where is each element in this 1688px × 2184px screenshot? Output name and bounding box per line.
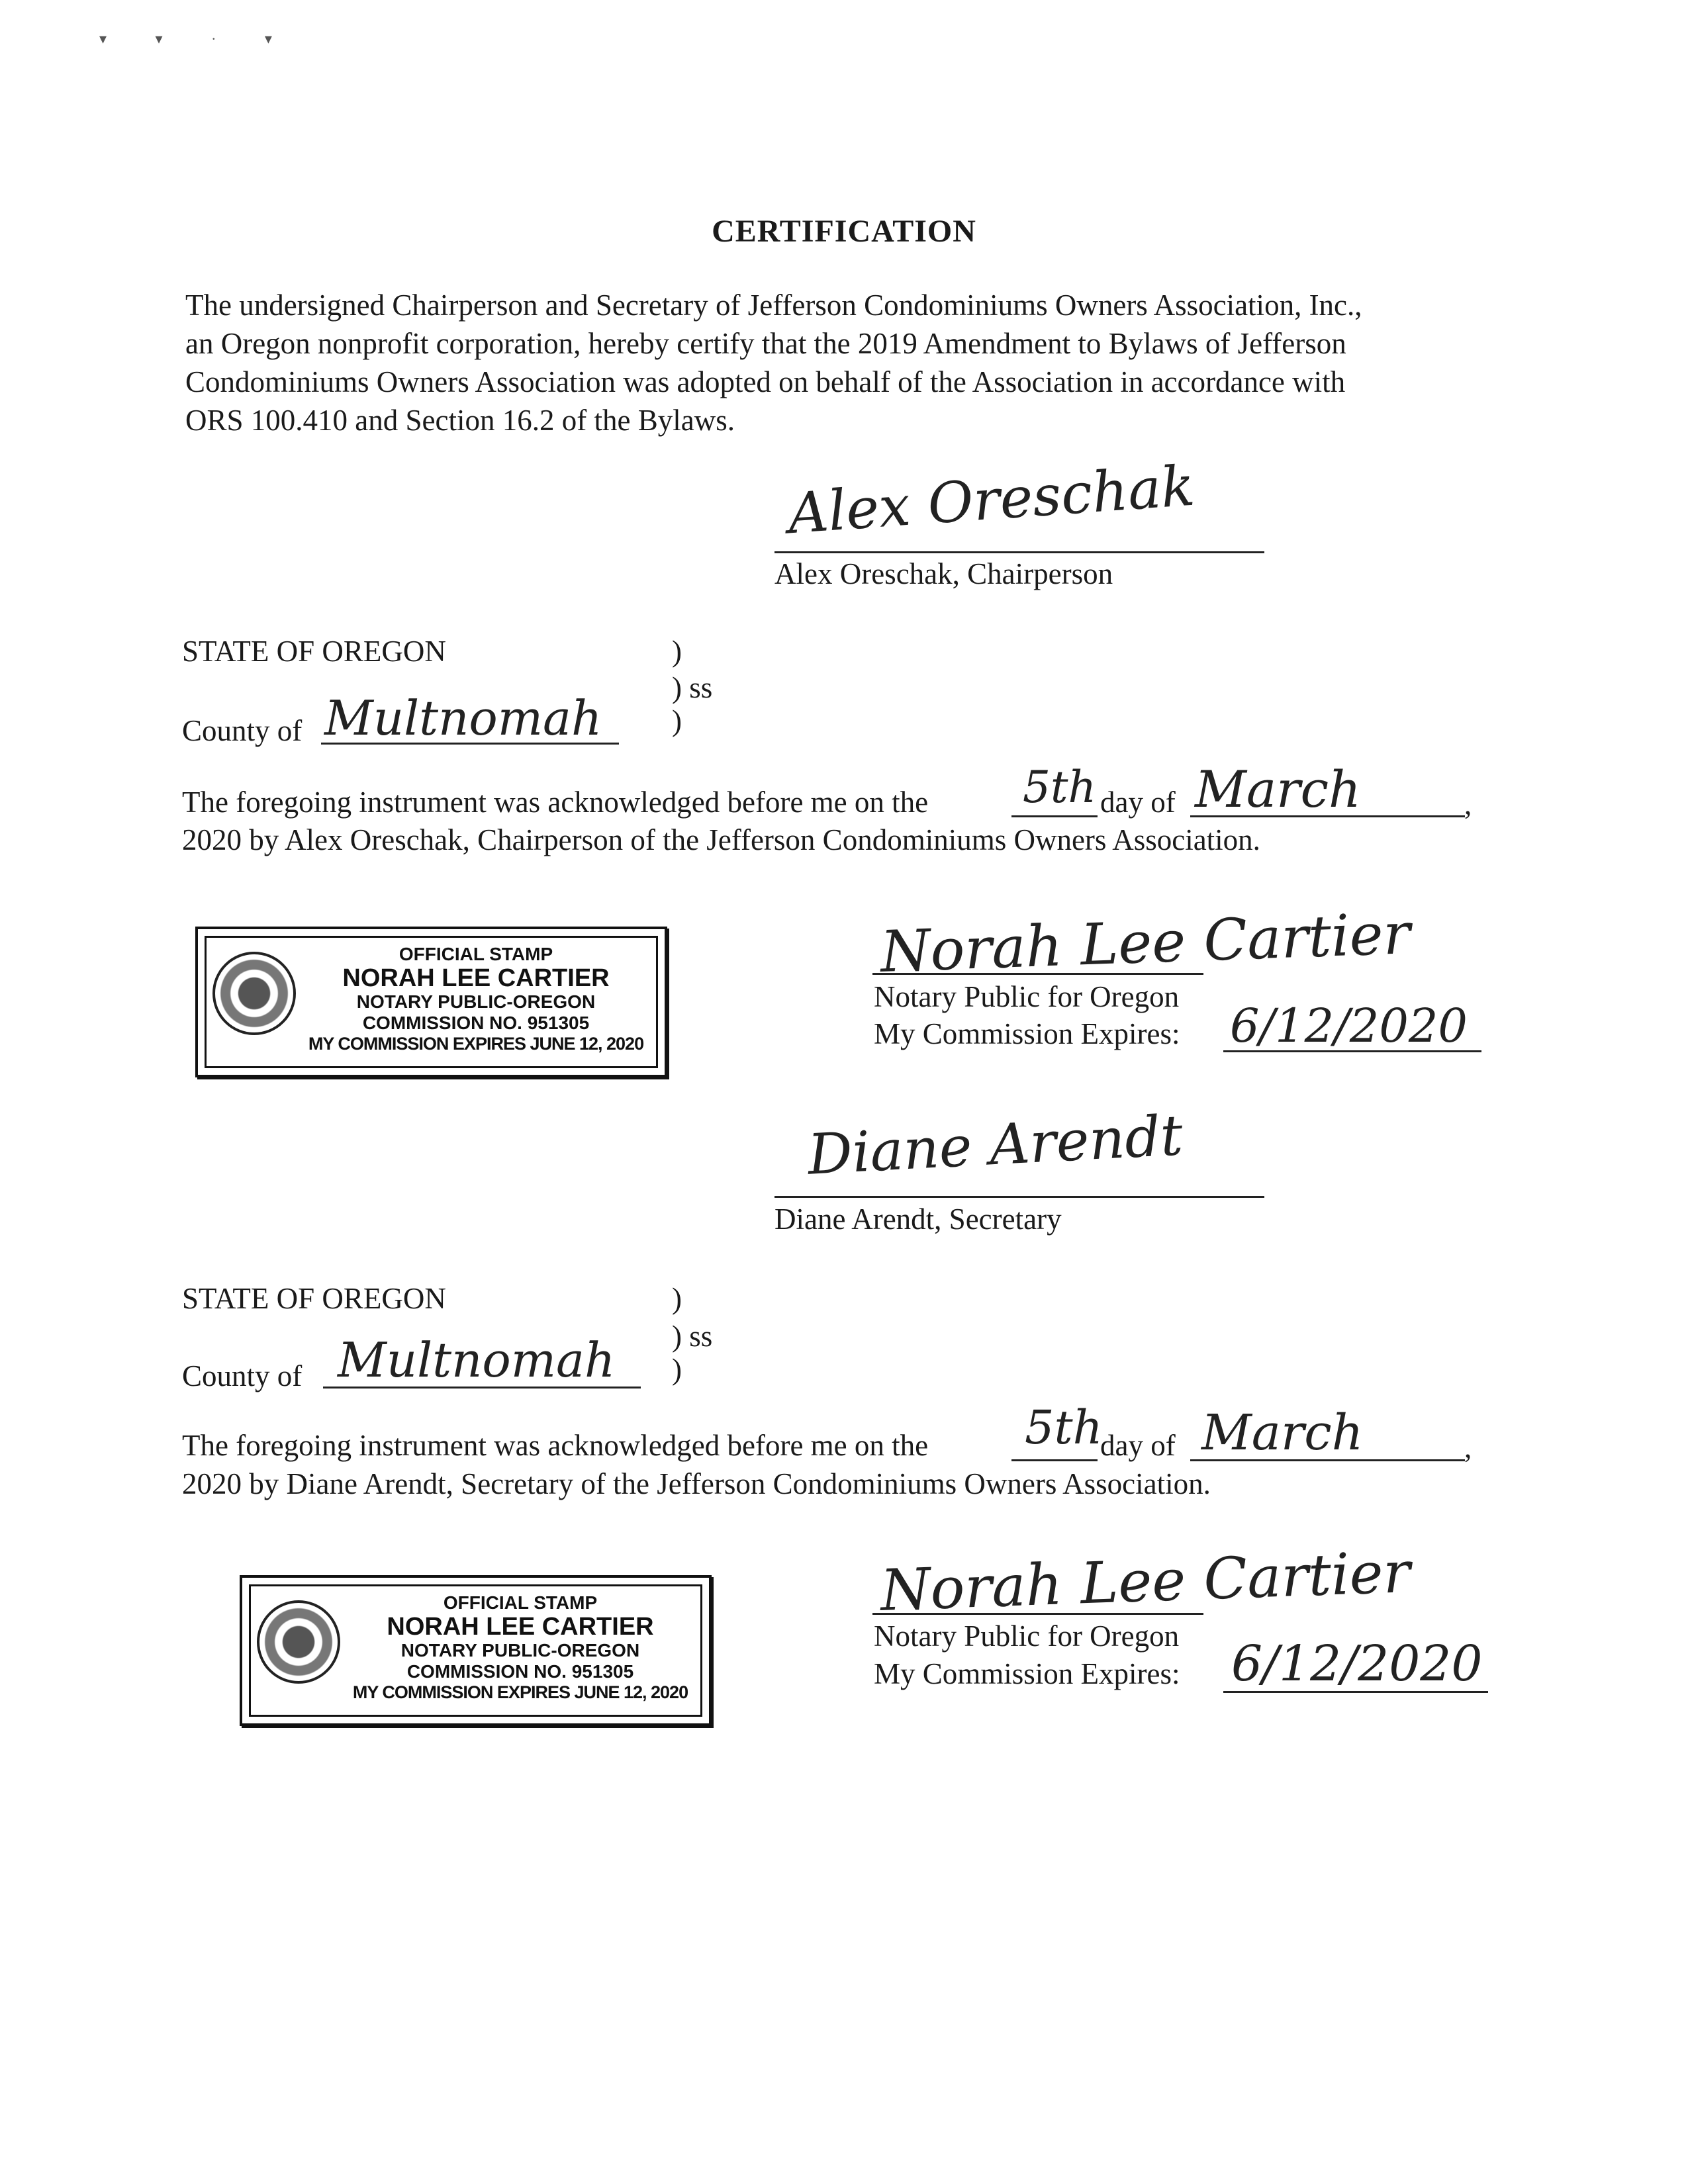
- state-of-oregon-2: STATE OF OREGON: [182, 1282, 446, 1315]
- stamp-line: NORAH LEE CARTIER: [387, 1613, 654, 1641]
- chairperson-signature-line: [774, 551, 1264, 553]
- acknowledgment-line-2a: The foregoing instrument was acknowledged before me on the: [182, 1429, 929, 1462]
- scan-artifact-marks: ▾ ▾ · ▾: [99, 30, 295, 47]
- state-of-oregon-1: STATE OF OREGON: [182, 635, 446, 668]
- county-value-1: Multnomah: [324, 690, 602, 746]
- county-label-1: County of: [182, 714, 303, 747]
- paragraph-line: an Oregon nonprofit corporation, hereby certify that the 2019 Amendment to Bylaws of Jefferson: [185, 327, 1346, 360]
- stamp-line: NOTARY PUBLIC-OREGON: [356, 991, 596, 1012]
- stamp-line: COMMISSION NO. 951305: [362, 1013, 590, 1033]
- comma-1: ,: [1464, 788, 1472, 821]
- month-value-1: March: [1195, 760, 1361, 819]
- commission-expires-label-1: My Commission Expires:: [874, 1017, 1180, 1050]
- county-label-2: County of: [182, 1359, 303, 1392]
- stamp-text-block: [291, 944, 661, 1054]
- chairperson-signature: Alex Oreschak: [786, 453, 1197, 547]
- commission-expires-value-2: 6/12/2020: [1231, 1635, 1483, 1692]
- secretary-signature-line: [774, 1196, 1264, 1198]
- acknowledgment-line-1a: The foregoing instrument was acknowledged before me on the: [182, 786, 929, 819]
- secretary-name-title: Diane Arendt, Secretary: [774, 1203, 1062, 1236]
- day-of-label-1: day of: [1100, 786, 1176, 819]
- ss-label-1: ) ss: [672, 671, 713, 704]
- bracket-top-2: ): [672, 1282, 682, 1315]
- oregon-state-seal-icon: [212, 952, 296, 1035]
- day-of-label-2: day of: [1100, 1429, 1176, 1462]
- document-title: CERTIFICATION: [712, 214, 976, 249]
- notary-stamp-2: [240, 1575, 712, 1726]
- day-value-1: 5th: [1023, 762, 1097, 813]
- notary-signature-2: Norah Lee Cartier: [879, 1539, 1412, 1624]
- county-underline-1: [321, 743, 619, 745]
- stamp-line: COMMISSION NO. 951305: [406, 1661, 634, 1682]
- month-value-2: March: [1201, 1404, 1364, 1461]
- stamp-line: MY COMMISSION EXPIRES JUNE 12, 2020: [352, 1682, 688, 1702]
- notary-signature-1: Norah Lee Cartier: [879, 901, 1412, 985]
- commission-expires-value-1: 6/12/2020: [1230, 999, 1468, 1053]
- stamp-line: OFFICIAL STAMP: [399, 944, 553, 964]
- acknowledgment-line-2b: 2020 by Diane Arendt, Secretary of the Jefferson Condominiums Owners Association.: [182, 1467, 1211, 1500]
- chairperson-name-title: Alex Oreschak, Chairperson: [774, 557, 1113, 590]
- stamp-line: OFFICIAL STAMP: [443, 1592, 598, 1613]
- notary-stamp-1: [195, 927, 667, 1077]
- notary-signature-line-2: [872, 1613, 1203, 1615]
- county-value-2: Multnomah: [338, 1332, 616, 1388]
- stamp-line: MY COMMISSION EXPIRES JUNE 12, 2020: [308, 1034, 644, 1054]
- bracket-bottom-1: ): [672, 704, 682, 737]
- bracket-top-1: ): [672, 635, 682, 668]
- stamp-text-block: [335, 1592, 706, 1702]
- notary-title-2: Notary Public for Oregon: [874, 1619, 1180, 1653]
- certification-paragraph: [185, 286, 1503, 439]
- commission-expires-label-2: My Commission Expires:: [874, 1657, 1180, 1690]
- oregon-state-seal-icon: [257, 1600, 340, 1684]
- county-underline-2: [323, 1387, 641, 1388]
- notary-signature-line-1: [872, 973, 1203, 975]
- stamp-line: NORAH LEE CARTIER: [342, 964, 610, 992]
- secretary-signature: Diane Arendt: [806, 1103, 1185, 1187]
- bracket-bottom-2: ): [672, 1353, 682, 1386]
- comma-2: ,: [1464, 1431, 1472, 1464]
- paragraph-line: The undersigned Chairperson and Secretary of Jefferson Condominiums Owners Association, Inc.,: [185, 289, 1362, 322]
- ss-label-2: ) ss: [672, 1320, 713, 1353]
- acknowledgment-line-1b: 2020 by Alex Oreschak, Chairperson of the Jefferson Condominiums Owners Association.: [182, 823, 1260, 856]
- day-value-2: 5th: [1025, 1400, 1103, 1455]
- stamp-line: NOTARY PUBLIC-OREGON: [400, 1640, 640, 1661]
- day-underline-1: [1011, 815, 1098, 817]
- day-underline-2: [1011, 1459, 1098, 1461]
- paragraph-line: ORS 100.410 and Section 16.2 of the Bylaws.: [185, 404, 735, 437]
- paragraph-line: Condominiums Owners Association was adopted on behalf of the Association in accordance with: [185, 365, 1346, 398]
- notary-title-1: Notary Public for Oregon: [874, 980, 1180, 1013]
